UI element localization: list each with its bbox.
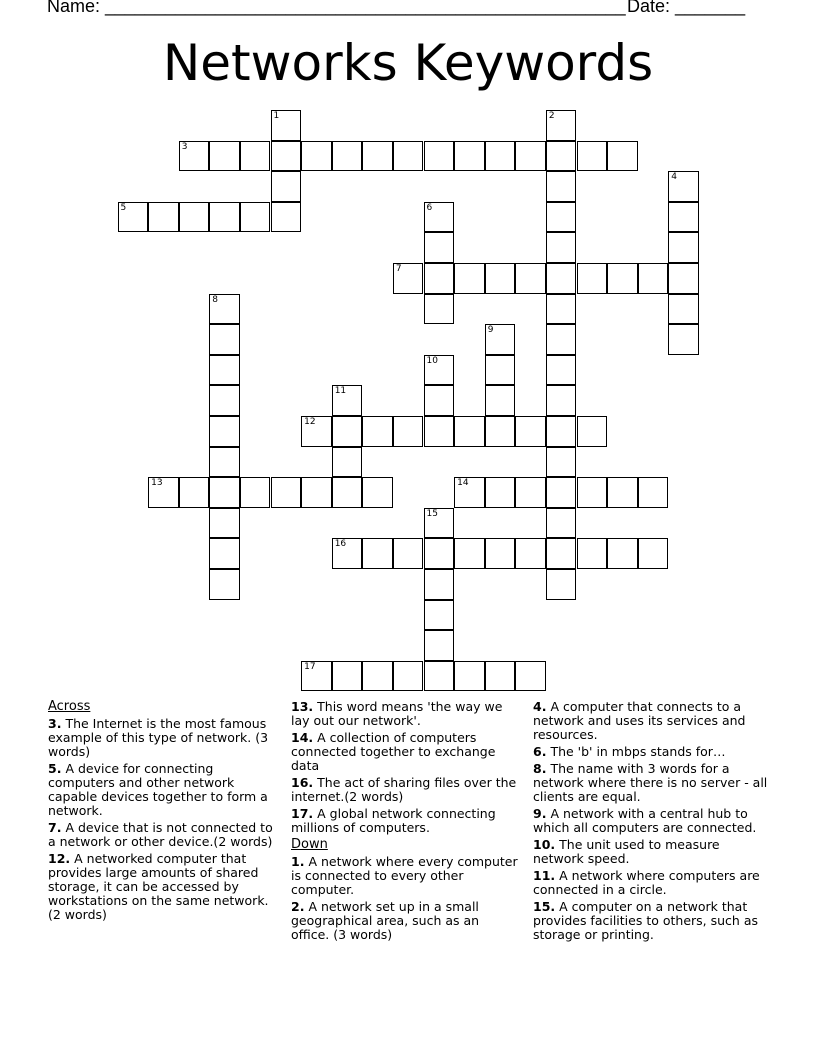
grid-cell[interactable]	[454, 416, 485, 447]
grid-cell[interactable]	[209, 569, 240, 600]
grid-cell[interactable]	[179, 477, 210, 508]
grid-cell[interactable]	[209, 294, 240, 325]
grid-cell[interactable]	[668, 294, 699, 325]
clue-number: 12.	[48, 851, 71, 866]
clue-text: This word means 'the way we lay out our network'.	[291, 699, 503, 728]
grid-cell[interactable]	[209, 355, 240, 386]
clue-number: 1.	[291, 854, 305, 869]
grid-cell[interactable]	[638, 538, 669, 569]
grid-cell[interactable]	[362, 661, 393, 692]
grid-cell[interactable]	[362, 141, 393, 172]
grid-cell[interactable]	[332, 416, 363, 447]
date-line[interactable]: Date: _______	[627, 0, 746, 16]
grid-cell[interactable]	[546, 202, 577, 233]
clue-number-label: 4	[671, 172, 678, 183]
clue-text: The act of sharing files over the internet.(2 words)	[291, 775, 517, 804]
grid-cell[interactable]	[271, 141, 302, 172]
grid-cell[interactable]	[148, 477, 179, 508]
grid-cell[interactable]	[546, 141, 577, 172]
grid-cell[interactable]	[393, 416, 424, 447]
grid-cell[interactable]	[485, 355, 516, 386]
grid-cell[interactable]	[424, 600, 455, 631]
clue-down-10	[533, 838, 771, 866]
grid-cell[interactable]	[546, 171, 577, 202]
clue-down-4	[533, 700, 771, 742]
grid-cell[interactable]	[209, 447, 240, 478]
clue-across-7	[48, 821, 280, 849]
clue-column-1	[48, 700, 280, 925]
clue-number-label: 10	[426, 355, 438, 366]
clue-text: A computer that connects to a network and uses its services and resources.	[533, 699, 746, 742]
clue-number: 16.	[291, 775, 314, 790]
clue-down-15	[533, 900, 771, 942]
clue-down-8	[533, 762, 771, 804]
grid-cell[interactable]	[301, 477, 332, 508]
grid-cell[interactable]	[424, 508, 455, 539]
grid-cell[interactable]	[424, 630, 455, 661]
grid-cell[interactable]	[332, 538, 363, 569]
grid-cell[interactable]	[546, 447, 577, 478]
grid-cell[interactable]	[454, 538, 485, 569]
clue-down-9	[533, 807, 771, 835]
clue-number: 3.	[48, 716, 62, 731]
clue-text: The Internet is the most famous example of this type of network. (3 words)	[48, 716, 269, 759]
grid-cell[interactable]	[546, 232, 577, 263]
clue-number-label: 7	[395, 264, 402, 274]
grid-cell[interactable]	[209, 477, 240, 508]
grid-cell[interactable]	[148, 202, 179, 233]
clue-number-label: 12	[304, 417, 316, 427]
clue-number: 13.	[291, 699, 314, 714]
grid-cell[interactable]	[485, 477, 516, 508]
grid-cell[interactable]	[240, 477, 271, 508]
clue-number-label: 2	[548, 111, 555, 121]
grid-cell[interactable]	[607, 477, 638, 508]
grid-cell[interactable]	[179, 141, 210, 172]
clue-text: The 'b' in mbps stands for…	[550, 744, 726, 759]
grid-cell[interactable]	[546, 324, 577, 355]
clue-number: 4.	[533, 699, 547, 714]
grid-cell[interactable]	[424, 355, 455, 386]
grid-cell[interactable]	[668, 171, 699, 202]
grid-cell[interactable]	[546, 538, 577, 569]
clue-text: A collection of computers connected together to exchange data	[291, 730, 496, 773]
grid-cell[interactable]	[271, 202, 302, 233]
grid-cell[interactable]	[424, 416, 455, 447]
clue-number-label: 15	[426, 508, 438, 519]
clue-number-label: 1	[273, 111, 280, 121]
grid-cell[interactable]	[301, 416, 332, 447]
grid-cell[interactable]	[301, 661, 332, 692]
grid-cell[interactable]	[332, 385, 363, 416]
grid-cell[interactable]	[546, 416, 577, 447]
clue-number-label: 14	[457, 478, 469, 489]
clue-number: 15.	[533, 899, 556, 914]
grid-cell[interactable]	[424, 141, 455, 172]
grid-cell[interactable]	[546, 355, 577, 386]
clue-across-5	[48, 762, 280, 818]
grid-cell[interactable]	[607, 263, 638, 294]
clue-across-16	[291, 776, 521, 804]
clue-number-label: 9	[487, 325, 494, 336]
grid-cell[interactable]	[454, 661, 485, 692]
grid-cell[interactable]	[638, 477, 669, 508]
name-line[interactable]: Name: ____________________________________________________	[47, 0, 626, 16]
grid-cell[interactable]	[485, 324, 516, 355]
clue-across-17	[291, 807, 521, 835]
clue-text: A device that is not connected to a network or other device.(2 words)	[48, 820, 273, 849]
clue-number: 2.	[291, 899, 305, 914]
grid-cell[interactable]	[393, 661, 424, 692]
clue-number-label: 5	[120, 202, 127, 213]
grid-cell[interactable]	[362, 416, 393, 447]
grid-cell[interactable]	[209, 508, 240, 539]
grid-cell[interactable]	[424, 661, 455, 692]
grid-cell[interactable]	[638, 263, 669, 294]
grid-cell[interactable]	[332, 477, 363, 508]
clue-number: 14.	[291, 730, 314, 745]
clue-number: 5.	[48, 761, 62, 776]
clue-column-2	[291, 700, 521, 945]
grid-cell[interactable]	[454, 141, 485, 172]
grid-cell[interactable]	[362, 477, 393, 508]
grid-cell[interactable]	[179, 202, 210, 233]
grid-cell[interactable]	[393, 141, 424, 172]
grid-cell[interactable]	[668, 324, 699, 355]
clue-number-label: 6	[426, 202, 433, 213]
clue-across-14	[291, 731, 521, 773]
clue-text: A network with a central hub to which all computers are connected.	[533, 806, 757, 835]
grid-cell[interactable]	[577, 263, 608, 294]
clue-down-2	[291, 900, 521, 942]
grid-cell[interactable]	[668, 202, 699, 233]
grid-cell[interactable]	[668, 263, 699, 294]
grid-cell[interactable]	[118, 202, 149, 233]
grid-cell[interactable]	[209, 416, 240, 447]
grid-cell[interactable]	[515, 538, 546, 569]
grid-cell[interactable]	[546, 477, 577, 508]
clue-number: 8.	[533, 761, 547, 776]
clue-across-3	[48, 717, 280, 759]
grid-cell[interactable]	[607, 538, 638, 569]
clue-text: A network set up in a small geographical area, such as an office. (3 words)	[291, 899, 480, 942]
grid-cell[interactable]	[209, 385, 240, 416]
grid-cell[interactable]	[515, 263, 546, 294]
grid-cell[interactable]	[393, 263, 424, 294]
clue-number-label: 17	[304, 661, 316, 672]
grid-cell[interactable]	[240, 202, 271, 233]
grid-cell[interactable]	[393, 538, 424, 569]
clue-text: A network where every computer is connected to every other computer.	[291, 854, 518, 897]
grid-cell[interactable]	[577, 477, 608, 508]
clue-number: 9.	[533, 806, 547, 821]
grid-cell[interactable]	[271, 477, 302, 508]
grid-cell[interactable]	[424, 538, 455, 569]
grid-cell[interactable]	[515, 416, 546, 447]
clue-across-12	[48, 852, 280, 922]
grid-cell[interactable]	[301, 141, 332, 172]
clue-text: A computer on a network that provides facilities to others, such as storage or printing.	[533, 899, 758, 942]
clue-number: 11.	[533, 868, 556, 883]
clue-across-13	[291, 700, 521, 728]
grid-cell[interactable]	[546, 294, 577, 325]
grid-cell[interactable]	[515, 661, 546, 692]
grid-cell[interactable]	[332, 661, 363, 692]
clue-down-1	[291, 855, 521, 897]
grid-cell[interactable]	[454, 263, 485, 294]
grid-cell[interactable]	[485, 141, 516, 172]
grid-cell[interactable]	[546, 569, 577, 600]
clue-number-label: 11	[334, 386, 347, 397]
grid-cell[interactable]	[577, 141, 608, 172]
grid-cell[interactable]	[209, 538, 240, 569]
clue-text: A device for connecting computers and other network capable devices together to form a network.	[48, 761, 268, 818]
grid-cell[interactable]	[209, 202, 240, 233]
clue-number-label: 16	[334, 539, 347, 550]
clue-number: 6.	[533, 744, 547, 759]
grid-cell[interactable]	[485, 538, 516, 569]
clue-number: 7.	[48, 820, 62, 835]
grid-cell[interactable]	[271, 110, 302, 141]
grid-cell[interactable]	[577, 416, 608, 447]
grid-cell[interactable]	[424, 232, 455, 263]
grid-cell[interactable]	[424, 263, 455, 294]
across-heading: Across	[48, 699, 91, 714]
grid-cell[interactable]	[485, 416, 516, 447]
grid-cell[interactable]	[577, 538, 608, 569]
clue-text: A global network connecting millions of computers.	[291, 806, 496, 835]
grid-cell[interactable]	[485, 263, 516, 294]
clue-text: The unit used to measure network speed.	[533, 837, 720, 866]
grid-cell[interactable]	[209, 141, 240, 172]
grid-cell[interactable]	[424, 569, 455, 600]
grid-cell[interactable]	[546, 263, 577, 294]
grid-cell[interactable]	[485, 385, 516, 416]
clue-text: A network where computers are connected in a circle.	[533, 868, 760, 897]
clue-column-3	[533, 700, 771, 945]
grid-cell[interactable]	[424, 294, 455, 325]
grid-cell[interactable]	[607, 141, 638, 172]
clue-number: 10.	[533, 837, 556, 852]
grid-cell[interactable]	[668, 232, 699, 263]
grid-cell[interactable]	[546, 385, 577, 416]
grid-cell[interactable]	[271, 171, 302, 202]
grid-cell[interactable]	[454, 477, 485, 508]
grid-cell[interactable]	[424, 385, 455, 416]
page-title: Networks Keywords	[162, 34, 654, 92]
grid-cell[interactable]	[546, 110, 577, 141]
down-heading: Down	[291, 837, 328, 852]
grid-cell[interactable]	[515, 141, 546, 172]
grid-cell[interactable]	[332, 141, 363, 172]
grid-cell[interactable]	[546, 508, 577, 539]
clue-text: The name with 3 words for a network where there is no server - all clients are equal.	[533, 761, 768, 804]
clue-number-label: 13	[151, 478, 163, 489]
grid-cell[interactable]	[485, 661, 516, 692]
clue-number-label: 3	[181, 141, 188, 152]
grid-cell[interactable]	[424, 202, 455, 233]
clue-down-11	[533, 869, 771, 897]
grid-cell[interactable]	[332, 447, 363, 478]
clue-text: A networked computer that provides large amounts of shared storage, it can be accessed by workstations on the same network.(2 words)	[48, 851, 269, 922]
clue-number: 17.	[291, 806, 314, 821]
clue-down-6	[533, 745, 771, 759]
grid-cell[interactable]	[362, 538, 393, 569]
grid-cell[interactable]	[240, 141, 271, 172]
grid-cell[interactable]	[209, 324, 240, 355]
grid-cell[interactable]	[515, 477, 546, 508]
clue-number-label: 8	[212, 294, 219, 305]
